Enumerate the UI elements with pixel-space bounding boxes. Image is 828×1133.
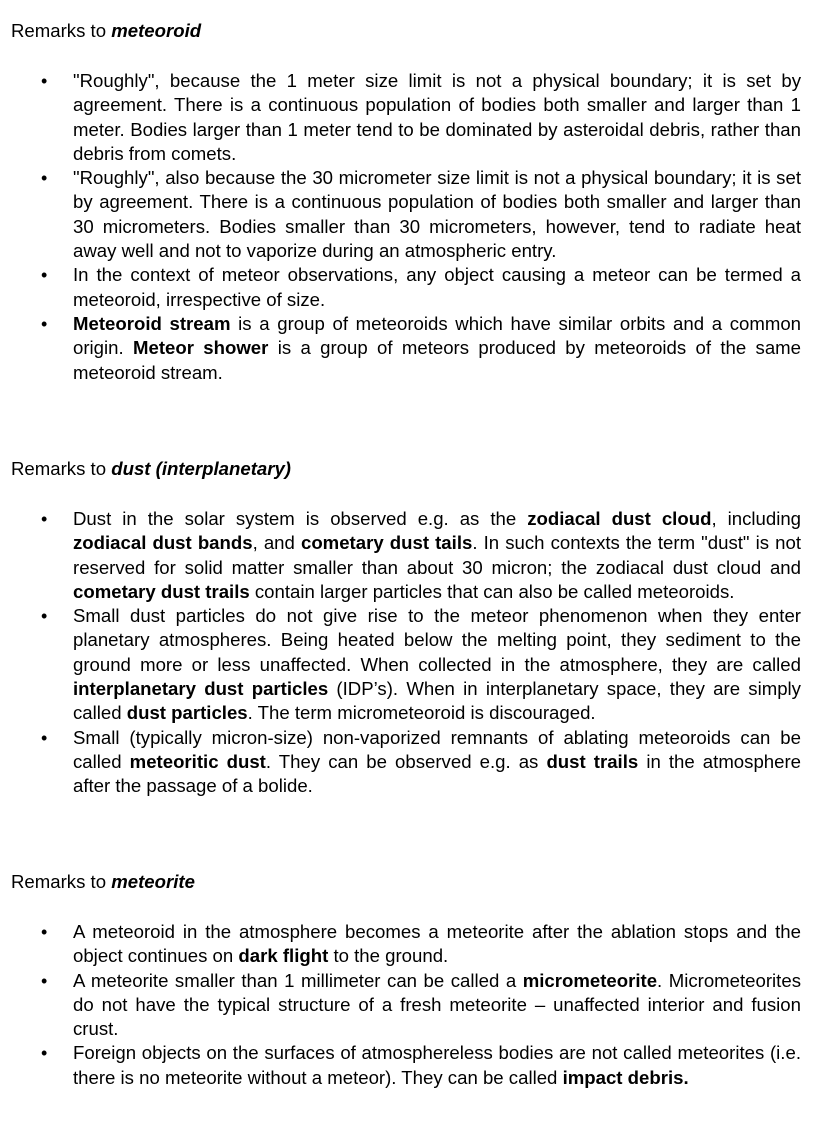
- bold-term: dark flight: [238, 945, 329, 967]
- bold-term: Meteoroid stream: [73, 312, 231, 334]
- bullet-item: [0, 604, 801, 725]
- section-heading: [11, 870, 195, 894]
- heading-prefix: Remarks to: [11, 458, 112, 479]
- text-segment: . They can be observed e.g. as: [265, 750, 547, 772]
- bullet-dot-icon: •: [41, 922, 48, 942]
- heading-term: dust (interplanetary): [111, 458, 291, 479]
- text-segment: in the atmosphere after the passage of a bolide.: [73, 750, 801, 797]
- text-segment: , and: [252, 532, 301, 554]
- section-heading: [11, 19, 201, 43]
- heading-term: meteoroid: [111, 20, 202, 41]
- bold-term: cometary dust tails: [300, 532, 473, 554]
- text-segment: contain larger particles that can also be called meteoroids.: [249, 580, 735, 602]
- text-segment: Foreign objects on the surfaces of atmosphereless bodies are not called meteorites (i.e. there is no meteorite without a meteor). They can be called: [73, 1042, 801, 1088]
- bold-term: cometary dust trails: [73, 580, 250, 602]
- bullet-dot-icon: •: [41, 727, 48, 748]
- bold-term: interplanetary dust particles: [73, 678, 329, 700]
- heading-term: meteorite: [111, 871, 195, 892]
- bullet-dot-icon: •: [41, 1043, 48, 1064]
- text-segment: . Micrometeorites do not have the typical structure of a fresh meteorite – unaffected interior and fusion crust.: [73, 969, 801, 1040]
- bullet-item: [0, 507, 801, 604]
- bullet-item: [0, 69, 801, 166]
- bullet-item: [0, 920, 801, 969]
- text-segment: "Roughly", because the 1 meter size limit is not a physical boundary; it is set by agreement. There is a continuous population of bodies both smaller and larger than 1 meter. Bodies larger than 1 meter tend to be dominated by asteroidal debris, rather than debris from comets.: [73, 70, 801, 164]
- bullet-item: [0, 726, 801, 799]
- bold-term: dust trails: [546, 750, 639, 772]
- bullet-dot-icon: •: [41, 265, 48, 286]
- bullet-dot-icon: •: [41, 313, 48, 334]
- section-heading: [11, 457, 291, 481]
- bullet-item: [0, 263, 801, 312]
- bold-term: Meteor shower: [132, 337, 269, 359]
- text-segment: A meteorite smaller than 1 millimeter can be called a: [73, 969, 523, 991]
- text-segment: . The term micrometeoroid is discouraged.: [247, 702, 596, 724]
- text-segment: In the context of meteor observations, any object causing a meteor can be termed a meteoroid, irrespective of size.: [73, 264, 801, 310]
- bold-term: micrometeorite: [522, 969, 658, 991]
- text-segment: Small (typically micron-size) non-vaporized remnants of ablating meteoroids can be called: [73, 726, 801, 772]
- text-segment: "Roughly", also because the 30 micrometer size limit is not a physical boundary; it is set by agreement. There is a continuous population of bodies both smaller and larger than 30 micrometers. Bodies smaller than 30 micrometers, however, tend to radiate heat away well and not to vaporize during an atmospheric entry.: [73, 167, 801, 262]
- text-segment: is a group of meteors produced by meteoroids of the same meteoroid stream.: [73, 337, 802, 383]
- text-segment: to the ground.: [328, 945, 449, 967]
- heading-prefix: Remarks to: [11, 20, 112, 41]
- bullet-dot-icon: •: [41, 970, 48, 991]
- bold-term: meteoritic dust: [129, 750, 266, 772]
- bold-term: zodiacal dust cloud: [527, 508, 712, 529]
- bullet-item: [0, 969, 801, 1042]
- text-segment: (IDP’s). When in interplanetary space, they are simply called: [73, 678, 801, 724]
- text-segment: is a group of meteoroids which have similar orbits and a common origin.: [73, 312, 801, 359]
- bullet-list: [0, 507, 828, 799]
- bold-term: zodiacal dust bands: [73, 532, 253, 554]
- text-segment: Small dust particles do not give rise to the meteor phenomenon when they enter planetary atmospheres. Being heated below the melting point, they sediment to the ground more or less unaffected. When collected in the atmosphere, they are called: [73, 605, 801, 675]
- heading-prefix: Remarks to: [11, 871, 112, 892]
- bullet-dot-icon: •: [41, 71, 48, 91]
- bullet-dot-icon: •: [41, 509, 48, 529]
- text-segment: A meteoroid in the atmosphere becomes a meteorite after the ablation stops and the object continues on: [73, 921, 801, 967]
- bullet-dot-icon: •: [41, 606, 48, 627]
- bullet-list: [0, 920, 828, 1090]
- bullet-dot-icon: •: [41, 168, 48, 189]
- bullet-list: [0, 69, 828, 385]
- bullet-item: [0, 1041, 801, 1090]
- text-segment: , including: [711, 508, 802, 529]
- text-segment: Dust in the solar system is observed e.g. as the: [73, 508, 528, 529]
- text-segment: . In such contexts the term "dust" is not reserved for solid matter smaller than about 30 micron; the zodiacal dust cloud and: [73, 532, 801, 578]
- bullet-item: [0, 166, 801, 263]
- bold-term: dust particles: [126, 702, 248, 724]
- bold-term: impact debris.: [562, 1066, 689, 1088]
- bullet-item: [0, 312, 801, 385]
